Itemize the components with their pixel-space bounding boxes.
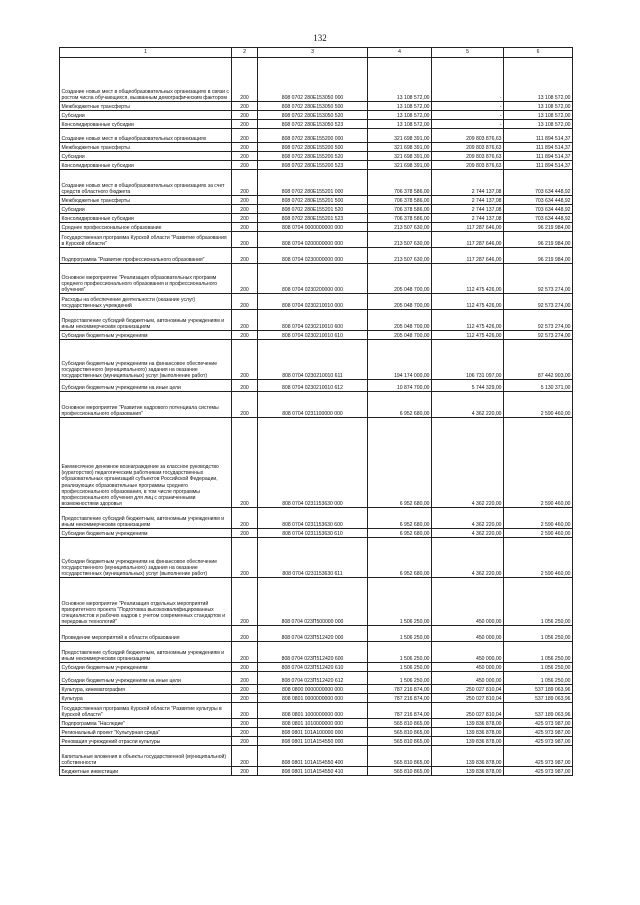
row-name: Консолидированные субсидии	[60, 214, 232, 223]
row-value-4: 205 048 700,00	[368, 264, 432, 294]
row-code: 200	[232, 143, 258, 152]
table-row	[60, 340, 573, 380]
row-value-6: 111 894 514,37	[504, 152, 573, 161]
table-body	[60, 58, 573, 776]
row-value-5: 250 027 810,04	[432, 694, 504, 703]
row-code: 200	[232, 392, 258, 418]
table-row	[60, 58, 573, 102]
row-classification: 808 0801 101А100000 000	[258, 728, 368, 737]
row-code: 200	[232, 331, 258, 340]
row-value-6: 703 634 448,92	[504, 170, 573, 196]
column-header-4: 4	[368, 48, 432, 58]
row-classification: 808 0704 0230210010 000	[258, 294, 368, 310]
row-classification: 808 0801 101А154550 410	[258, 767, 368, 776]
row-name: Создание новых мест в общеобразовательных организациях в связи с ростом числа обучающихся, вызванным демографическим фактором	[60, 58, 232, 102]
column-header-1: 1	[60, 48, 232, 58]
row-code: 200	[232, 340, 258, 380]
row-classification: 808 0704 023П512420 610	[258, 663, 368, 672]
row-value-6: 5 130 371,00	[504, 380, 573, 392]
row-value-5: 4 362 220,00	[432, 529, 504, 538]
row-name: Консолидированные субсидии	[60, 161, 232, 170]
page-number: 132	[313, 33, 327, 43]
row-value-6: 13 108 572,00	[504, 58, 573, 102]
table-row	[60, 248, 573, 264]
row-code: 200	[232, 310, 258, 331]
row-value-5: -	[432, 102, 504, 111]
row-classification: 808 0702 280E155201 500	[258, 196, 368, 205]
table-row	[60, 392, 573, 418]
row-code: 200	[232, 737, 258, 746]
row-classification: 808 0801 101А154550 400	[258, 746, 368, 767]
row-value-4: 1 506 250,00	[368, 642, 432, 663]
row-code: 200	[232, 58, 258, 102]
row-value-5: 450 000,00	[432, 642, 504, 663]
row-code: 200	[232, 728, 258, 737]
row-classification: 808 0702 280E155200 500	[258, 143, 368, 152]
budget-table	[59, 47, 573, 776]
row-value-5: 450 000,00	[432, 672, 504, 685]
row-value-5: 450 000,00	[432, 578, 504, 626]
row-name: Субсидии бюджетным учреждениям на финансовое обеспечение государственного (муниципального) задания на оказание государственных (муниципальных) услуг (выполнение работ)	[60, 538, 232, 578]
row-name: Субсидии бюджетным учреждениям	[60, 331, 232, 340]
row-name: Расходы на обеспечение деятельности (оказание услуг) государственных учреждений	[60, 294, 232, 310]
row-value-5: 106 731 097,00	[432, 340, 504, 380]
row-classification: 808 0704 0231153630 600	[258, 508, 368, 529]
row-code: 200	[232, 694, 258, 703]
row-value-4: 6 952 680,00	[368, 392, 432, 418]
row-value-4: 1 506 250,00	[368, 578, 432, 626]
row-code: 200	[232, 642, 258, 663]
row-value-4: 13 108 572,00	[368, 102, 432, 111]
row-value-4: 1 506 250,00	[368, 663, 432, 672]
row-value-5: 209 803 876,63	[432, 152, 504, 161]
table-row	[60, 767, 573, 776]
row-value-5: 4 362 220,00	[432, 418, 504, 508]
row-name: Создание новых мест в общеобразовательных организациях за счет средств областного бюджета	[60, 170, 232, 196]
row-code: 200	[232, 685, 258, 694]
row-value-5: 2 744 137,08	[432, 170, 504, 196]
row-classification: 808 0704 0230210010 610	[258, 331, 368, 340]
row-value-5: 112 475 426,00	[432, 331, 504, 340]
row-code: 200	[232, 120, 258, 129]
row-code: 200	[232, 418, 258, 508]
table-row	[60, 264, 573, 294]
row-value-6: 13 108 572,00	[504, 120, 573, 129]
row-value-6: 96 219 984,00	[504, 223, 573, 232]
table-row	[60, 728, 573, 737]
row-code: 200	[232, 102, 258, 111]
row-name: Субсидии бюджетным учреждениям на иные цели	[60, 672, 232, 685]
table-row	[60, 120, 573, 129]
row-value-4: 6 952 680,00	[368, 529, 432, 538]
row-value-6: 92 573 274,00	[504, 294, 573, 310]
row-code: 200	[232, 703, 258, 719]
row-name: Ежемесячное денежное вознаграждение за классное руководство (кураторство) педагогическим работникам государственных образовательных организаций субъектов Российской Федерации, реализующих образовательные программы среднего профессионального образования, в том числе программы профессионального обучения для лиц с ограниченными возможностями здоровья	[60, 418, 232, 508]
row-value-4: 706 378 586,00	[368, 205, 432, 214]
row-value-6: 537 189 063,96	[504, 694, 573, 703]
row-value-6: 1 056 250,00	[504, 626, 573, 642]
table-row	[60, 331, 573, 340]
row-value-4: 706 378 586,00	[368, 170, 432, 196]
column-header-5: 5	[432, 48, 504, 58]
row-value-6: 1 056 250,00	[504, 578, 573, 626]
row-classification: 808 0704 023П512420 600	[258, 642, 368, 663]
table-row	[60, 719, 573, 728]
column-header-3: 3	[258, 48, 368, 58]
table-row	[60, 737, 573, 746]
row-value-6: 92 573 274,00	[504, 331, 573, 340]
row-value-6: 2 590 460,00	[504, 538, 573, 578]
row-value-4: 565 810 865,00	[368, 737, 432, 746]
row-value-6: 13 108 572,00	[504, 102, 573, 111]
table-row	[60, 626, 573, 642]
table-row	[60, 102, 573, 111]
row-name: Государственная программа Курской области "Развитие культуры в Курской области"	[60, 703, 232, 719]
row-code: 200	[232, 380, 258, 392]
row-value-6: 1 056 250,00	[504, 663, 573, 672]
row-value-4: 787 216 874,00	[368, 685, 432, 694]
row-classification: 808 0704 0230200000 000	[258, 264, 368, 294]
row-value-4: 205 048 700,00	[368, 331, 432, 340]
row-value-6: 87 442 903,00	[504, 340, 573, 380]
table-row	[60, 529, 573, 538]
row-value-4: 565 810 865,00	[368, 767, 432, 776]
table-row	[60, 294, 573, 310]
row-name: Основное мероприятие "Реализация образовательных программ среднего профессионального образования и профессионального обучения"	[60, 264, 232, 294]
table-row	[60, 418, 573, 508]
row-value-4: 10 874 700,00	[368, 380, 432, 392]
table-row	[60, 161, 573, 170]
row-value-6: 2 590 460,00	[504, 392, 573, 418]
table-header-row	[60, 48, 573, 58]
row-value-6: 111 894 514,37	[504, 143, 573, 152]
row-value-6: 2 590 460,00	[504, 529, 573, 538]
table-row	[60, 538, 573, 578]
row-value-6: 111 894 514,37	[504, 161, 573, 170]
table-row	[60, 196, 573, 205]
column-header-6: 6	[504, 48, 573, 58]
row-classification: 808 0801 1010000000 000	[258, 719, 368, 728]
row-classification: 808 0704 0200000000 000	[258, 232, 368, 248]
row-value-6: 2 590 460,00	[504, 418, 573, 508]
row-classification: 808 0801 101А154550 000	[258, 737, 368, 746]
row-value-6: 1 056 250,00	[504, 642, 573, 663]
row-name: Консолидированные субсидии	[60, 120, 232, 129]
row-value-6: 703 634 448,92	[504, 196, 573, 205]
row-classification: 808 0704 0230210010 600	[258, 310, 368, 331]
row-code: 200	[232, 767, 258, 776]
table-row	[60, 746, 573, 767]
table-row	[60, 578, 573, 626]
row-code: 200	[232, 196, 258, 205]
row-value-4: 321 698 391,00	[368, 161, 432, 170]
row-value-6: 13 108 572,00	[504, 111, 573, 120]
row-code: 200	[232, 719, 258, 728]
row-value-5: 139 836 878,00	[432, 719, 504, 728]
row-value-6: 425 973 987,00	[504, 737, 573, 746]
row-value-5: 2 744 137,08	[432, 196, 504, 205]
row-code: 200	[232, 152, 258, 161]
row-value-6: 92 573 274,00	[504, 310, 573, 331]
row-name: Субсидии бюджетным учреждениям на иные цели	[60, 380, 232, 392]
row-value-6: 537 189 063,96	[504, 685, 573, 694]
row-value-5: 4 362 220,00	[432, 538, 504, 578]
table-row	[60, 380, 573, 392]
row-value-4: 706 378 586,00	[368, 196, 432, 205]
row-name: Субсидии бюджетным учреждениям	[60, 663, 232, 672]
table-row	[60, 232, 573, 248]
row-value-4: 1 506 250,00	[368, 626, 432, 642]
row-value-4: 213 507 630,00	[368, 223, 432, 232]
row-value-5: 139 836 878,00	[432, 737, 504, 746]
row-value-4: 787 216 874,00	[368, 703, 432, 719]
row-code: 200	[232, 205, 258, 214]
row-classification: 808 0702 280E155200 520	[258, 152, 368, 161]
row-value-4: 13 108 572,00	[368, 111, 432, 120]
row-classification: 808 0702 280E153050 500	[258, 102, 368, 111]
row-code: 200	[232, 538, 258, 578]
row-classification: 808 0702 280E153050 523	[258, 120, 368, 129]
row-value-5: 2 744 137,08	[432, 205, 504, 214]
row-value-5: 209 803 876,63	[432, 129, 504, 143]
row-value-6: 92 573 274,00	[504, 264, 573, 294]
row-value-4: 6 952 680,00	[368, 538, 432, 578]
row-value-5: 139 836 878,00	[432, 746, 504, 767]
row-name: Основное мероприятие "Реализация отдельных мероприятий приоритетного проекта "Подготовка высококвалифицированных специалистов и рабочих кадров с учетом современных стандартов и передовых технологий"	[60, 578, 232, 626]
row-value-4: 565 810 865,00	[368, 746, 432, 767]
row-code: 200	[232, 672, 258, 685]
row-classification: 808 0800 0000000000 000	[258, 685, 368, 694]
row-code: 200	[232, 161, 258, 170]
row-value-4: 6 952 680,00	[368, 508, 432, 529]
row-value-5: 209 803 876,63	[432, 143, 504, 152]
table-row	[60, 310, 573, 331]
row-code: 200	[232, 294, 258, 310]
row-code: 200	[232, 232, 258, 248]
row-code: 200	[232, 111, 258, 120]
row-value-5: 5 744 329,00	[432, 380, 504, 392]
row-classification: 808 0702 280E155201 523	[258, 214, 368, 223]
row-name: Межбюджетные трансферты	[60, 102, 232, 111]
row-name: Предоставление субсидий бюджетным, автономным учреждениям и иным некоммерческим организациям	[60, 508, 232, 529]
row-classification: 808 0702 280E155200 523	[258, 161, 368, 170]
row-value-4: 321 698 391,00	[368, 143, 432, 152]
row-value-6: 2 590 460,00	[504, 508, 573, 529]
row-value-4: 6 952 680,00	[368, 418, 432, 508]
row-classification: 808 0704 023П512420 000	[258, 626, 368, 642]
table-row	[60, 111, 573, 120]
row-code: 200	[232, 746, 258, 767]
table-row	[60, 663, 573, 672]
row-value-4: 787 216 874,00	[368, 694, 432, 703]
row-classification: 808 0704 0231153630 611	[258, 538, 368, 578]
row-name: Реновация учреждений отрасли культуры	[60, 737, 232, 746]
row-value-5: 2 744 137,08	[432, 214, 504, 223]
row-name: Межбюджетные трансферты	[60, 196, 232, 205]
table-row	[60, 642, 573, 663]
row-code: 200	[232, 170, 258, 196]
row-value-6: 96 219 984,00	[504, 248, 573, 264]
row-value-4: 194 174 000,00	[368, 340, 432, 380]
row-value-4: 13 108 572,00	[368, 120, 432, 129]
row-code: 200	[232, 264, 258, 294]
row-code: 200	[232, 223, 258, 232]
table-row	[60, 170, 573, 196]
row-value-6: 1 056 250,00	[504, 672, 573, 685]
row-value-5: 139 836 878,00	[432, 728, 504, 737]
row-value-5: 4 362 220,00	[432, 392, 504, 418]
row-code: 200	[232, 214, 258, 223]
row-value-6: 703 634 448,92	[504, 205, 573, 214]
row-name: Подпрограмма "Наследие"	[60, 719, 232, 728]
row-name: Капитальные вложения в объекты государственной (муниципальной) собственности	[60, 746, 232, 767]
table-row	[60, 143, 573, 152]
row-name: Межбюджетные трансферты	[60, 143, 232, 152]
table-row	[60, 223, 573, 232]
row-value-6: 425 973 987,00	[504, 719, 573, 728]
row-value-6: 703 634 448,92	[504, 214, 573, 223]
row-value-5: 112 475 426,00	[432, 294, 504, 310]
row-code: 200	[232, 508, 258, 529]
column-header-2: 2	[232, 48, 258, 58]
row-classification: 808 0702 280E153050 520	[258, 111, 368, 120]
row-name: Субсидии	[60, 205, 232, 214]
row-classification: 808 0702 280E155201 520	[258, 205, 368, 214]
row-value-5: 117 287 646,00	[432, 232, 504, 248]
table-row	[60, 703, 573, 719]
row-value-5: 112 475 426,00	[432, 310, 504, 331]
table-row	[60, 152, 573, 161]
row-classification: 808 0704 0231153630 610	[258, 529, 368, 538]
row-name: Субсидии бюджетным учреждениям на финансовое обеспечение государственного (муниципального) задания на оказание государственных (муниципальных) услуг (выполнение работ)	[60, 340, 232, 380]
row-value-4: 13 108 572,00	[368, 58, 432, 102]
row-value-4: 565 810 865,00	[368, 719, 432, 728]
row-classification: 808 0704 0230000000 000	[258, 248, 368, 264]
row-name: Субсидии	[60, 152, 232, 161]
row-value-6: 425 973 987,00	[504, 746, 573, 767]
row-value-5: 250 027 810,04	[432, 703, 504, 719]
row-value-5: 117 287 646,00	[432, 223, 504, 232]
row-value-5: 4 362 220,00	[432, 508, 504, 529]
row-name: Среднее профессиональное образование	[60, 223, 232, 232]
row-name: Субсидии	[60, 111, 232, 120]
row-classification: 808 0704 0230210010 611	[258, 340, 368, 380]
row-value-4: 213 507 630,00	[368, 248, 432, 264]
row-value-5: 117 287 646,00	[432, 248, 504, 264]
row-classification: 808 0704 0231153630 000	[258, 418, 368, 508]
row-value-5: 250 027 810,04	[432, 685, 504, 694]
table-row	[60, 214, 573, 223]
row-code: 200	[232, 663, 258, 672]
row-value-4: 706 378 586,00	[368, 214, 432, 223]
row-name: Основное мероприятие "Развитие кадрового потенциала системы профессионального образования"	[60, 392, 232, 418]
row-value-4: 565 810 865,00	[368, 728, 432, 737]
row-classification: 808 0704 023П512420 612	[258, 672, 368, 685]
row-value-4: 321 698 391,00	[368, 129, 432, 143]
row-value-6: 425 973 987,00	[504, 728, 573, 737]
row-value-5: 450 000,00	[432, 626, 504, 642]
row-value-6: 425 973 987,00	[504, 767, 573, 776]
row-classification: 808 0702 280E153050 000	[258, 58, 368, 102]
row-value-5: 450 000,00	[432, 663, 504, 672]
row-classification: 808 0801 0000000000 000	[258, 694, 368, 703]
table-row	[60, 685, 573, 694]
row-classification: 808 0704 0230210010 612	[258, 380, 368, 392]
table-row	[60, 672, 573, 685]
table-row	[60, 129, 573, 143]
row-code: 200	[232, 129, 258, 143]
row-value-5: -	[432, 58, 504, 102]
row-value-5: -	[432, 120, 504, 129]
row-value-4: 213 507 630,00	[368, 232, 432, 248]
row-classification: 808 0702 280E155201 000	[258, 170, 368, 196]
table-row	[60, 508, 573, 529]
row-name: Предоставление субсидий бюджетным, автономным учреждениям и иным некоммерческим организациям	[60, 642, 232, 663]
row-name: Предоставление субсидий бюджетным, автономным учреждениям и иным некоммерческим организациям	[60, 310, 232, 331]
row-value-4: 205 048 700,00	[368, 310, 432, 331]
row-name: Субсидии бюджетным учреждениям	[60, 529, 232, 538]
table-row	[60, 694, 573, 703]
row-value-4: 321 698 391,00	[368, 152, 432, 161]
row-name: Подпрограмма "Развитие профессионального образования"	[60, 248, 232, 264]
table-row	[60, 205, 573, 214]
row-value-6: 111 894 514,37	[504, 129, 573, 143]
row-value-5: 209 803 876,63	[432, 161, 504, 170]
row-name: Проведение мероприятий в области образования	[60, 626, 232, 642]
row-code: 200	[232, 248, 258, 264]
row-name: Культура, кинематография	[60, 685, 232, 694]
row-name: Бюджетные инвестиции	[60, 767, 232, 776]
row-value-4: 1 506 250,00	[368, 672, 432, 685]
row-code: 200	[232, 529, 258, 538]
row-classification: 808 0801 1000000000 000	[258, 703, 368, 719]
row-classification: 808 0704 023П500000 000	[258, 578, 368, 626]
row-value-5: 112 475 426,00	[432, 264, 504, 294]
row-classification: 808 0702 280E155200 000	[258, 129, 368, 143]
row-value-6: 96 219 984,00	[504, 232, 573, 248]
row-value-5: -	[432, 111, 504, 120]
row-value-5: 139 836 878,00	[432, 767, 504, 776]
row-code: 200	[232, 578, 258, 626]
row-value-4: 205 048 700,00	[368, 294, 432, 310]
row-name: Региональный проект "Культурная среда"	[60, 728, 232, 737]
row-name: Государственная программа Курской области "Развитие образования в Курской области"	[60, 232, 232, 248]
row-code: 200	[232, 626, 258, 642]
row-classification: 808 0704 0000000000 000	[258, 223, 368, 232]
row-classification: 808 0704 0231100000 000	[258, 392, 368, 418]
row-name: Культура	[60, 694, 232, 703]
row-name: Создание новых мест в общеобразовательных организациях	[60, 129, 232, 143]
row-value-6: 537 189 063,96	[504, 703, 573, 719]
